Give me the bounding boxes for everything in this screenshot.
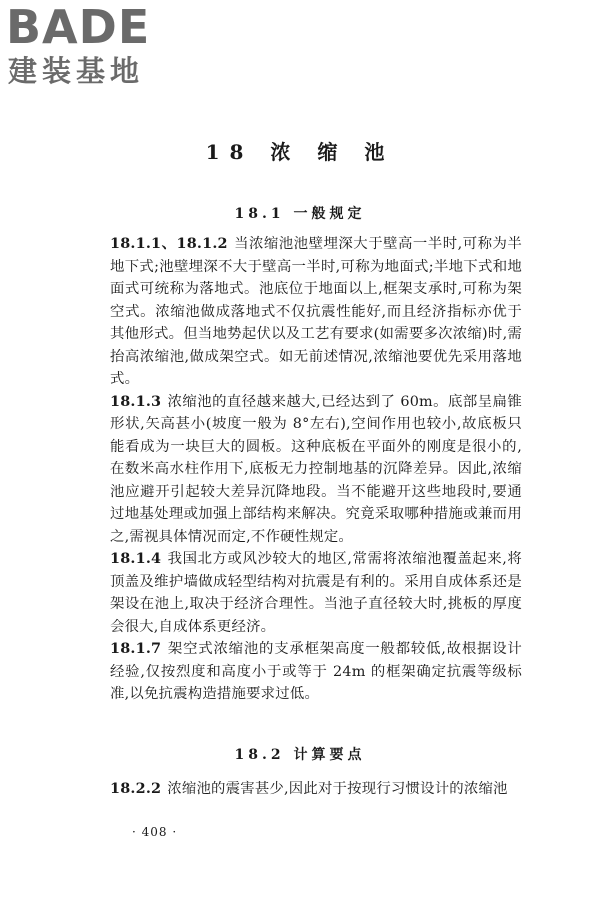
clause-text: 当浓缩池池壁埋深大于壁高一半时,可称为半地下式;池壁埋深不大于壁高一半时,可称为地面式;半地下式和地面式可统称为落地式。池底位于地面以上,框架支承时,可称为架空式。浓缩池做成落地式不仅抗震性能好,而且经济指标亦优于其他形式。但当地势起伏以及工艺有要求(如需要多次浓缩)时,需抬高浓缩池,做成架空式。如无前述情况,浓缩池要优先采用落地式。 [110,236,522,387]
clause-text: 浓缩池的震害甚少,因此对于按现行习惯设计的浓缩池 [167,781,508,797]
logo-brand: BADE [6,0,151,54]
chapter-title: 18 浓 缩 池 [205,140,395,164]
clause-paragraph [110,391,522,549]
clause-number: 18.1.7 [110,640,162,657]
section-title: 18.1 一般规定 [234,206,366,222]
clause-paragraph [110,548,522,638]
clause-paragraph [110,778,522,801]
section-title: 18.2 计算要点 [234,747,366,763]
section-body [110,233,522,706]
logo [6,2,176,90]
page-number: · 408 · [132,825,178,839]
logo-subtitle: 建装基地 [8,54,145,88]
clause-number: 18.1.1、18.1.2 [110,235,228,252]
clause-number: 18.1.4 [110,550,162,567]
clause-text: 我国北方或风沙较大的地区,常需将浓缩池覆盖起来,将顶盖及维护墙做成轻型结构对抗震是有利的。采用自成体系还是架设在池上,取决于经济合理性。当池子直径较大时,挑板的厚度会很大,自成体系更经济。 [110,551,522,635]
clause-text: 架空式浓缩池的支承框架高度一般都较低,故根据设计经验,仅按烈度和高度小于或等于 24m 的框架确定抗震等级标准,以免抗震构造措施要求过低。 [110,641,522,702]
clause-paragraph [110,233,522,391]
clause-number: 18.2.2 [110,780,162,797]
section-body [110,778,522,801]
clause-paragraph [110,638,522,706]
clause-number: 18.1.3 [110,392,162,410]
clause-text: 浓缩池的直径越来越大,已经达到了 60m。底部呈扁锥形状,矢高甚小(坡度一般为 8°左右),空间作用也较小,故底板只能看成为一块巨大的圆板。这种底板在平面外的刚度是很小的,在数米高水柱作用下,底板无力控制地基的沉降差异。因此,浓缩池应避开引起较大差异沉降地段。当不能避开这些地段时,要通过地基处理或加强上部结构来解决。究竟采取哪种措施或兼而用之,需视具体情况而定,不作硬性规定。 [110,393,522,545]
